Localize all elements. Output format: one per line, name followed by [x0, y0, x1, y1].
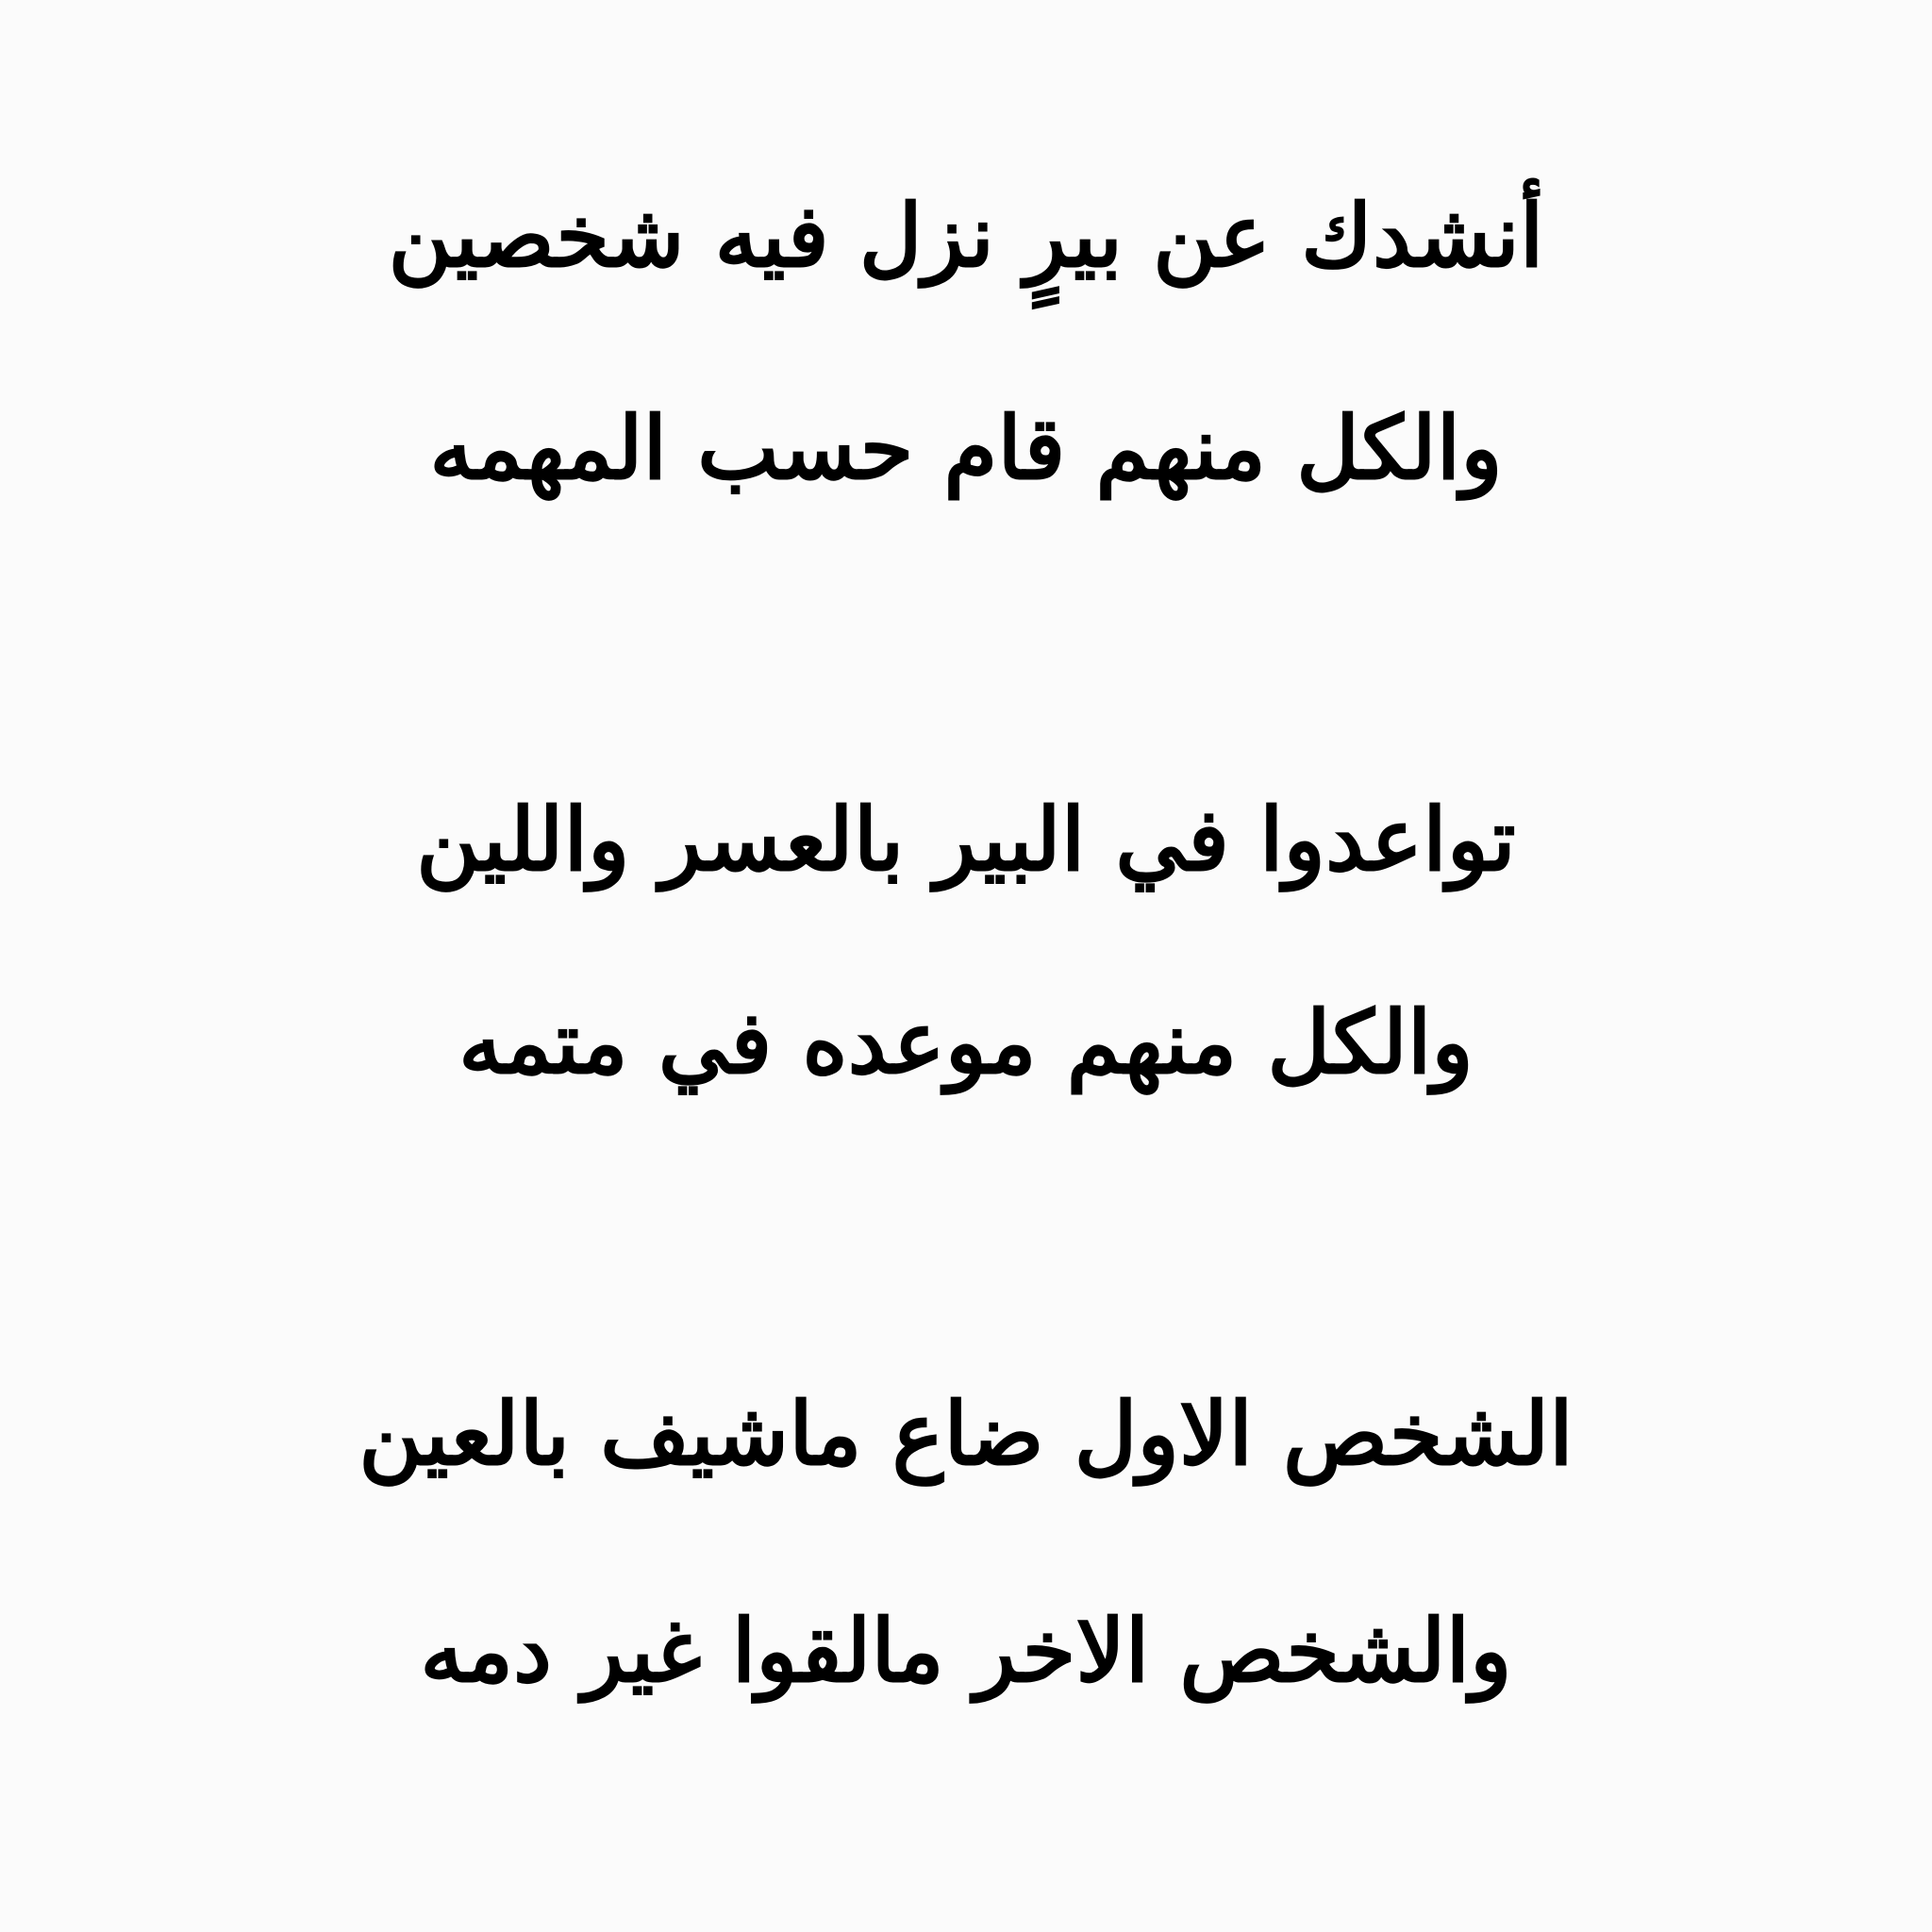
verse-2-line-2: والكل منهم موعده في متمه — [458, 991, 1474, 1093]
verse-2-line-1: تواعدوا في البير بالعسر واللين — [416, 789, 1516, 891]
verse-3-line-1: الشخص الاول ضاع ماشيف بالعين — [358, 1383, 1574, 1485]
verse-1-line-1: أنشدك عن بيرٍ نزل فيه شخصين — [388, 185, 1544, 287]
verse-1-line-2: والكل منهم قام حسب المهمه — [429, 397, 1503, 499]
verse-3-line-2: والشخص الاخر مالقوا غير دمه — [420, 1600, 1512, 1702]
